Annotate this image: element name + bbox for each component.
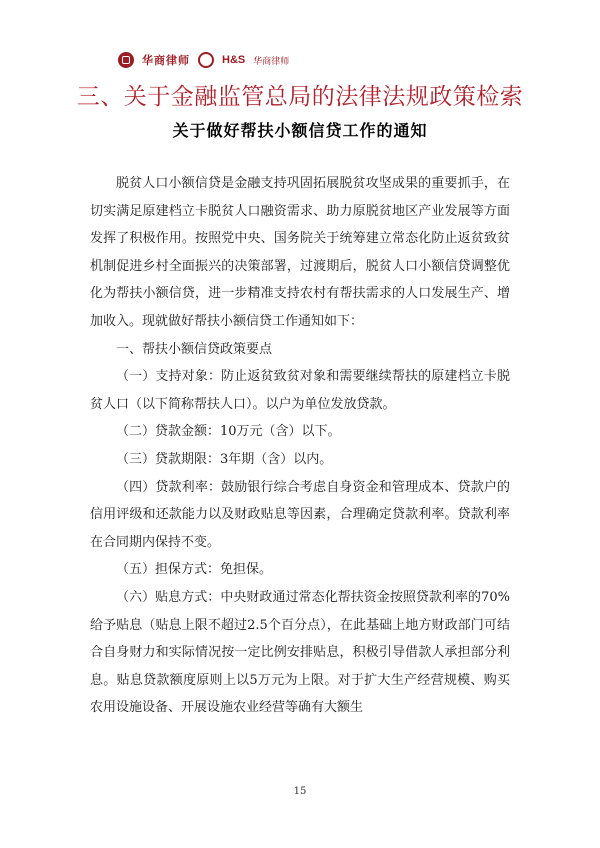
hs-logo-subtext: 华商律师 xyxy=(253,56,290,67)
header-logos xyxy=(118,50,289,70)
policy-item: （五）担保方式：免担保。 xyxy=(116,562,273,578)
firm-logo-text: 华商律师 xyxy=(142,54,190,67)
document-title: 关于做好帮扶小额信贷工作的通知 xyxy=(172,121,428,140)
policy-item: （三）贷款期限：3年期（含）以内。 xyxy=(116,451,333,467)
policy-item: （一）支持对象：防止返贫致贫对象和需要继续帮扶的原建档立卡脱贫人口（以下简称帮扶人口）。以户为单位发放贷款。 xyxy=(90,369,510,412)
policy-item: （二）贷款金额：10万元（含）以下。 xyxy=(116,424,341,440)
firm-seal-icon xyxy=(118,52,134,68)
document-body xyxy=(90,170,510,722)
section-heading: 一、帮扶小额信贷政策要点 xyxy=(116,341,273,357)
intro-paragraph: 脱贫人口小额信贷是金融支持巩固拓展脱贫攻坚成果的重要抓手，在切实满足原建档立卡脱贫人口融资需求、助力原脱贫地区产业发展等方面发挥了积极作用。按照党中央、国务院关于统筹建立常态化防止返贫致贫机制促进乡村全面振兴的决策部署，过渡期后，脱贫人口小额信贷调整优化为帮扶小额信贷，进一步精准支持农村有帮扶需求的人口发展生产、增加收入。现就做好帮扶小额信贷工作通知如下： xyxy=(90,176,510,329)
hs-logo-icon xyxy=(198,52,214,68)
section-title: 三、关于金融监管总局的法律法规政策检索 xyxy=(76,84,524,110)
policy-item: （四）贷款利率：鼓励银行综合考虑自身资金和管理成本、贷款户的信用评级和还款能力以及财政贴息等因素，合理确定贷款利率。贷款利率在合同期内保持不变。 xyxy=(90,479,510,550)
page-number: 15 xyxy=(293,786,307,797)
hs-logo-text: H&S xyxy=(222,54,246,66)
policy-item: （六）贴息方式：中央财政通过常态化帮扶资金按照贷款利率的70%给予贴息（贴息上限不超过2.5个百分点），在此基础上地方财政部门可结合自身财力和实际情况按一定比例安排贴息，积极引导借款人承担部分利息。贴息贷款额度原则上以5万元为上限。对于扩大生产经营规模、购买农用设施设备、开展设施农业经营等确有大额生 xyxy=(90,589,510,716)
